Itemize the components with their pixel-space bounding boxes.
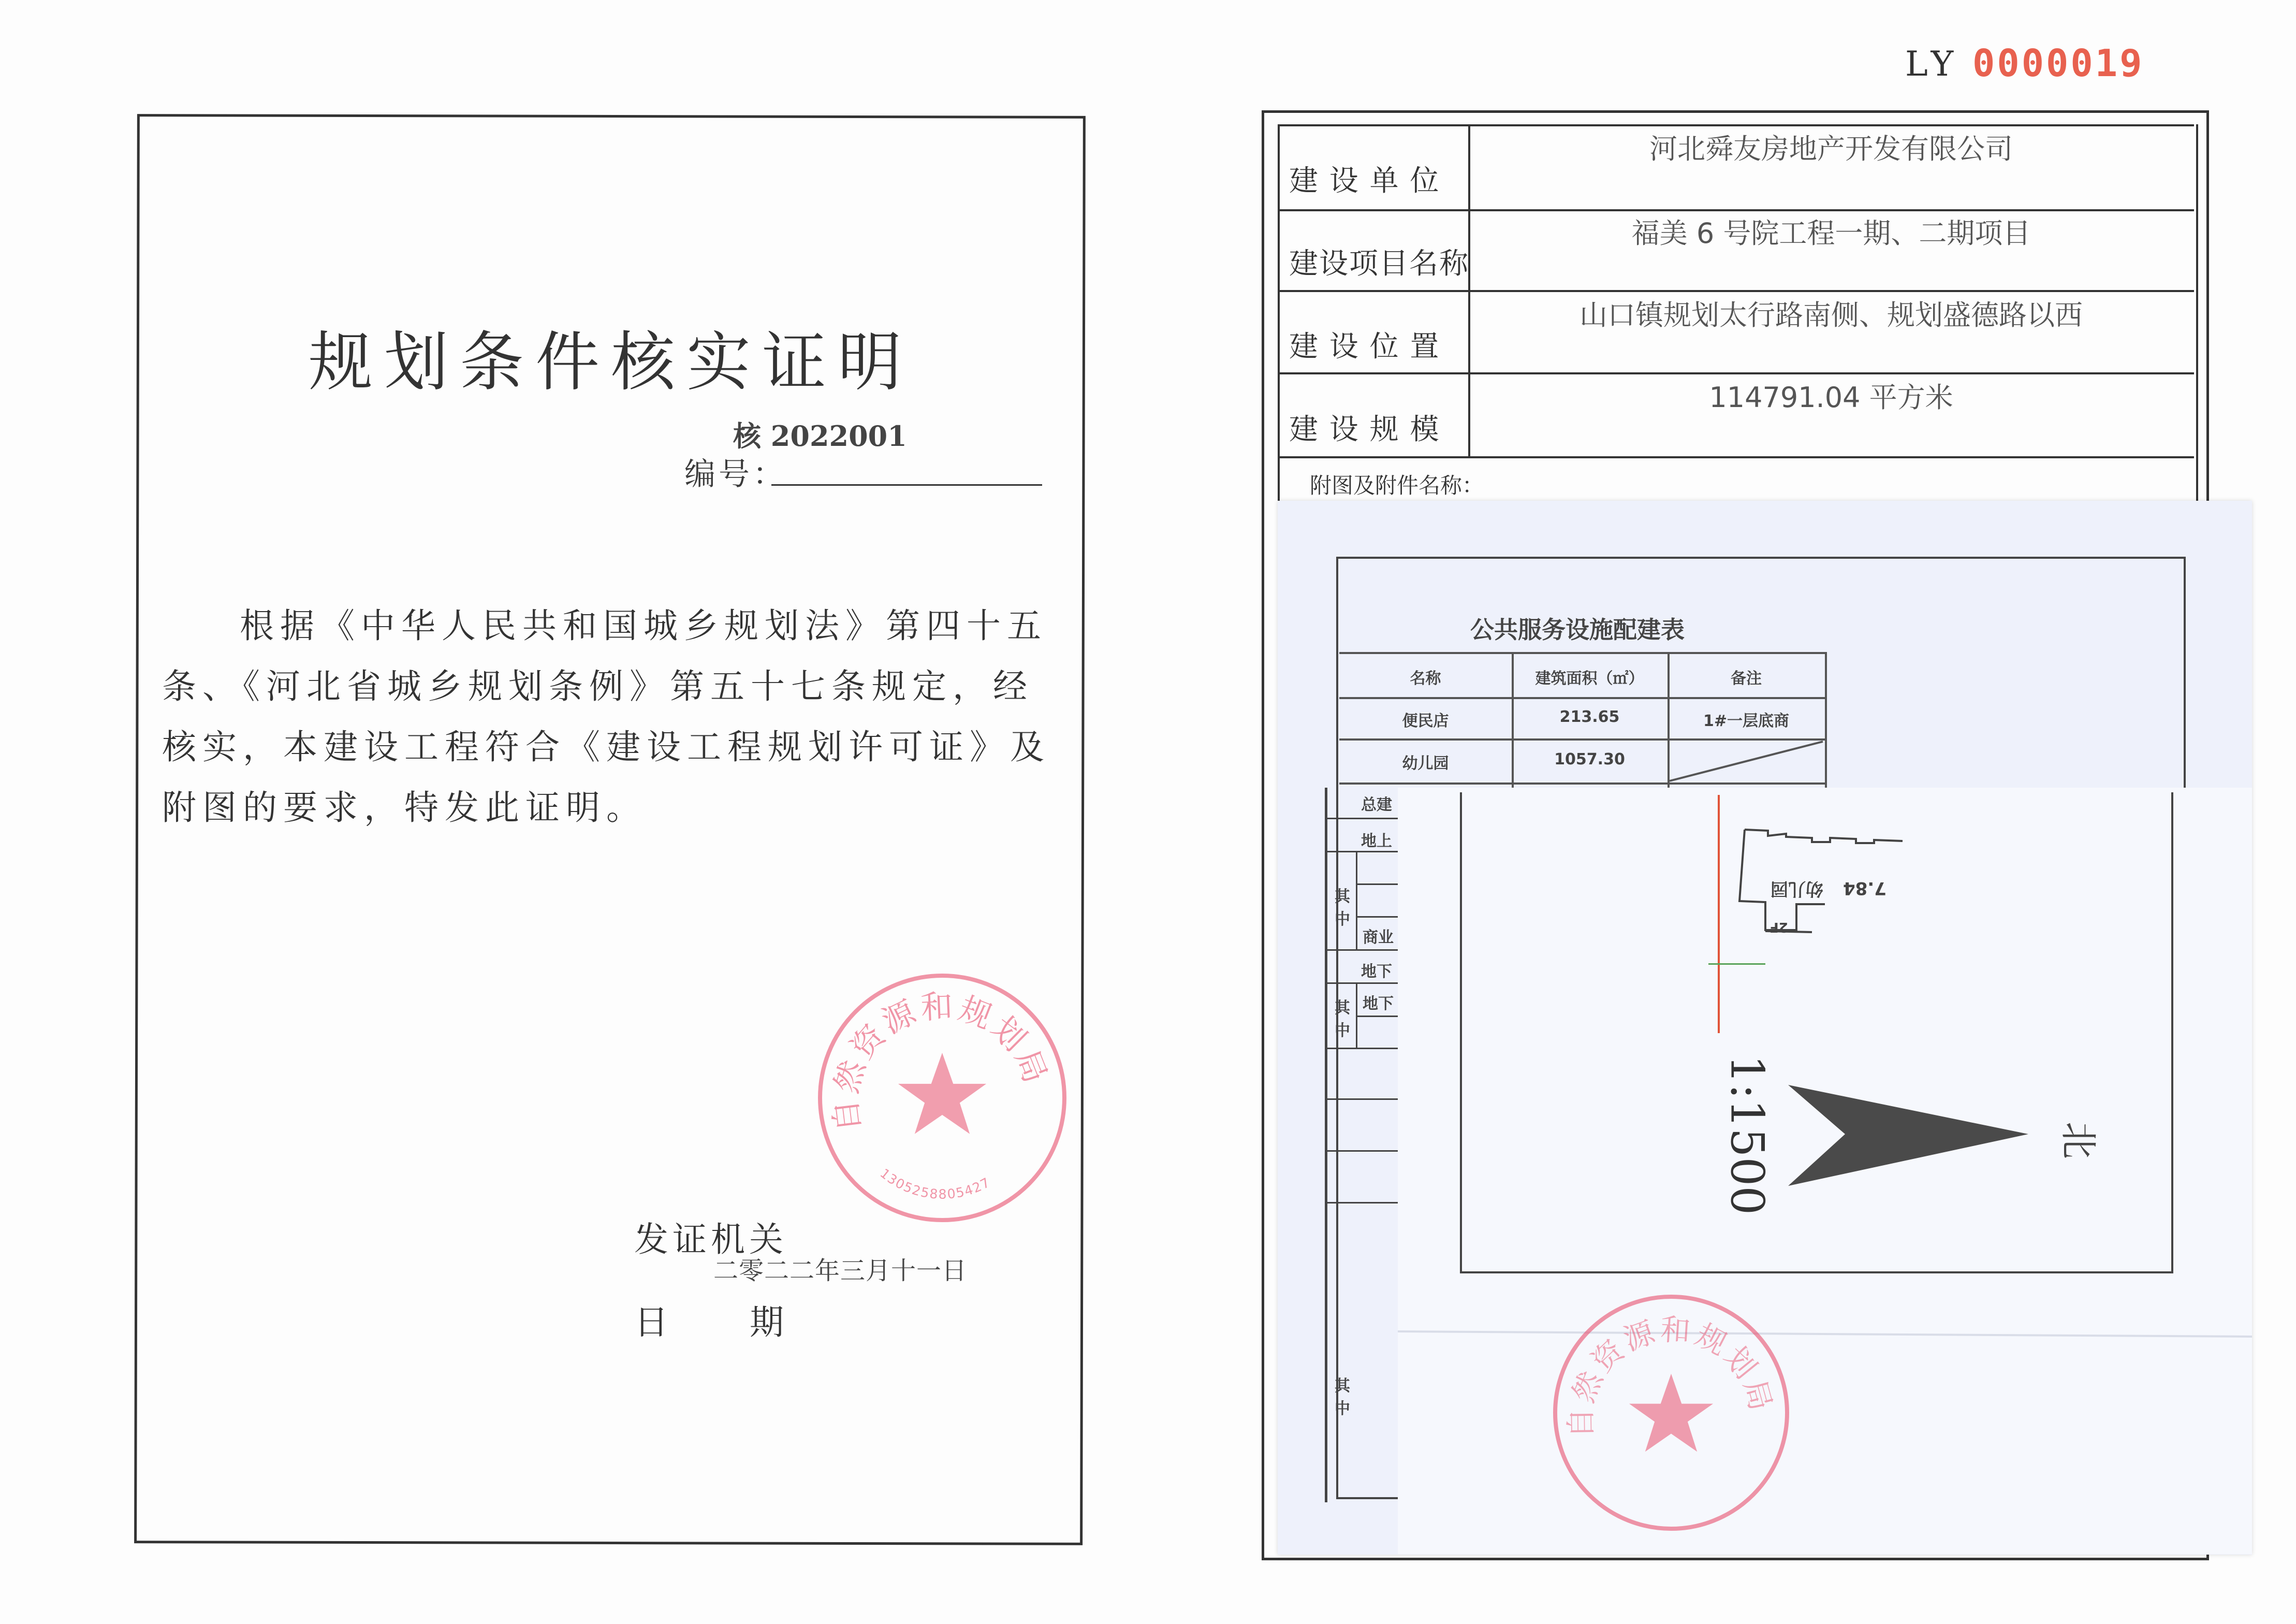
star-icon (898, 1053, 986, 1134)
row-name: 幼儿园 (1402, 755, 1449, 773)
header-area: 建筑面积（㎡） (1535, 670, 1644, 688)
strip-label: 其中 (1335, 1377, 1350, 1418)
label-location: 建 设 位 置 (1289, 330, 1440, 364)
building-height: 7.84 (1843, 878, 1886, 898)
strip-label: 地下 (1363, 995, 1394, 1013)
public-facilities-title: 公共服务设施配建表 (1470, 616, 1685, 644)
header-name: 名称 (1410, 670, 1441, 688)
row-area: 213.65 (1559, 708, 1620, 726)
value-scale: 114791.04 平方米 (1709, 381, 1953, 414)
date-label-2: 期 (750, 1302, 784, 1342)
certificate-number-label: 编号： (684, 456, 787, 492)
building-floors: 2F (1769, 919, 1788, 935)
serial-prefix: LY (1905, 44, 1959, 84)
building-label: 幼儿园 (1771, 878, 1823, 899)
empty-cell-slash (1668, 740, 1825, 783)
table-line (1278, 456, 2194, 458)
row-name: 便民店 (1402, 712, 1449, 730)
star-icon (1629, 1374, 1713, 1452)
attachments-label: 附图及附件名称： (1310, 473, 1484, 498)
public-facilities-table (1339, 652, 1827, 790)
table-line (1339, 697, 1825, 699)
table-line (1278, 124, 2194, 126)
label-project-name: 建设项目名称 (1289, 247, 1469, 281)
fold-crease-shadow (1398, 788, 2252, 1554)
strip-label: 总建 (1361, 796, 1392, 814)
certificate-body (162, 596, 1063, 838)
value-location: 山口镇规划太行路南侧、规划盛德路以西 (1580, 299, 2083, 331)
value-project-name: 福美 6 号院工程一期、二期项目 (1631, 217, 2031, 250)
issuer-label: 发证机关 (634, 1220, 787, 1259)
strip-label: 其中 (1335, 999, 1350, 1040)
label-construction-unit: 建 设 单 位 (1289, 164, 1440, 198)
certificate-number-underline (771, 484, 1042, 486)
certificate-title: 规划条件核实证明 (308, 325, 913, 400)
svg-text:1305258805427: 1305258805427 (877, 1165, 993, 1202)
body-line: 条、《河北省城乡规划条例》第五十七条规定，经 (162, 666, 1033, 706)
date-label-1: 日 (634, 1302, 668, 1342)
row-area: 1057.30 (1554, 750, 1625, 769)
issue-date: 二零二二年三月十一日 (713, 1256, 968, 1285)
body-line: 附图的要求，特发此证明。 (162, 788, 647, 828)
value-construction-unit: 河北舜友房地产开发有限公司 (1649, 133, 2013, 165)
strip-label: 地下 (1361, 963, 1392, 981)
table-line (1278, 290, 2194, 292)
drawing-scale: 1:1500 (1720, 1054, 1774, 1215)
body-line: 根据《中华人民共和国城乡规划法》第四十五 (240, 606, 1047, 646)
seal-text-ring (822, 978, 1062, 1218)
official-seal-stamp-2 (1553, 1295, 1789, 1531)
label-scale: 建 设 规 模 (1289, 413, 1440, 446)
official-seal-stamp (818, 974, 1066, 1222)
header-remark: 备注 (1731, 670, 1762, 688)
body-line: 核实，本建设工程符合《建设工程规划许可证》及 (162, 727, 1050, 767)
strip-label: 其中 (1335, 888, 1350, 929)
serial-number: 0000019 (1972, 41, 2144, 85)
table-line (1278, 372, 2194, 374)
strip-label: 地上 (1361, 832, 1392, 850)
row-remark: 1#一层底商 (1703, 712, 1789, 730)
svg-text:自然资源和规划局: 自然资源和规划局 (826, 988, 1056, 1134)
hidden-table-strip (1325, 788, 1402, 1502)
strip-label: 商业 (1363, 929, 1394, 947)
seal-text-ring (1557, 1299, 1785, 1527)
north-label: 北 (2057, 1121, 2101, 1159)
certificate-number-value: 核 2022001 (733, 419, 907, 453)
svg-text:自然资源和规划局: 自然资源和规划局 (1563, 1311, 1780, 1439)
